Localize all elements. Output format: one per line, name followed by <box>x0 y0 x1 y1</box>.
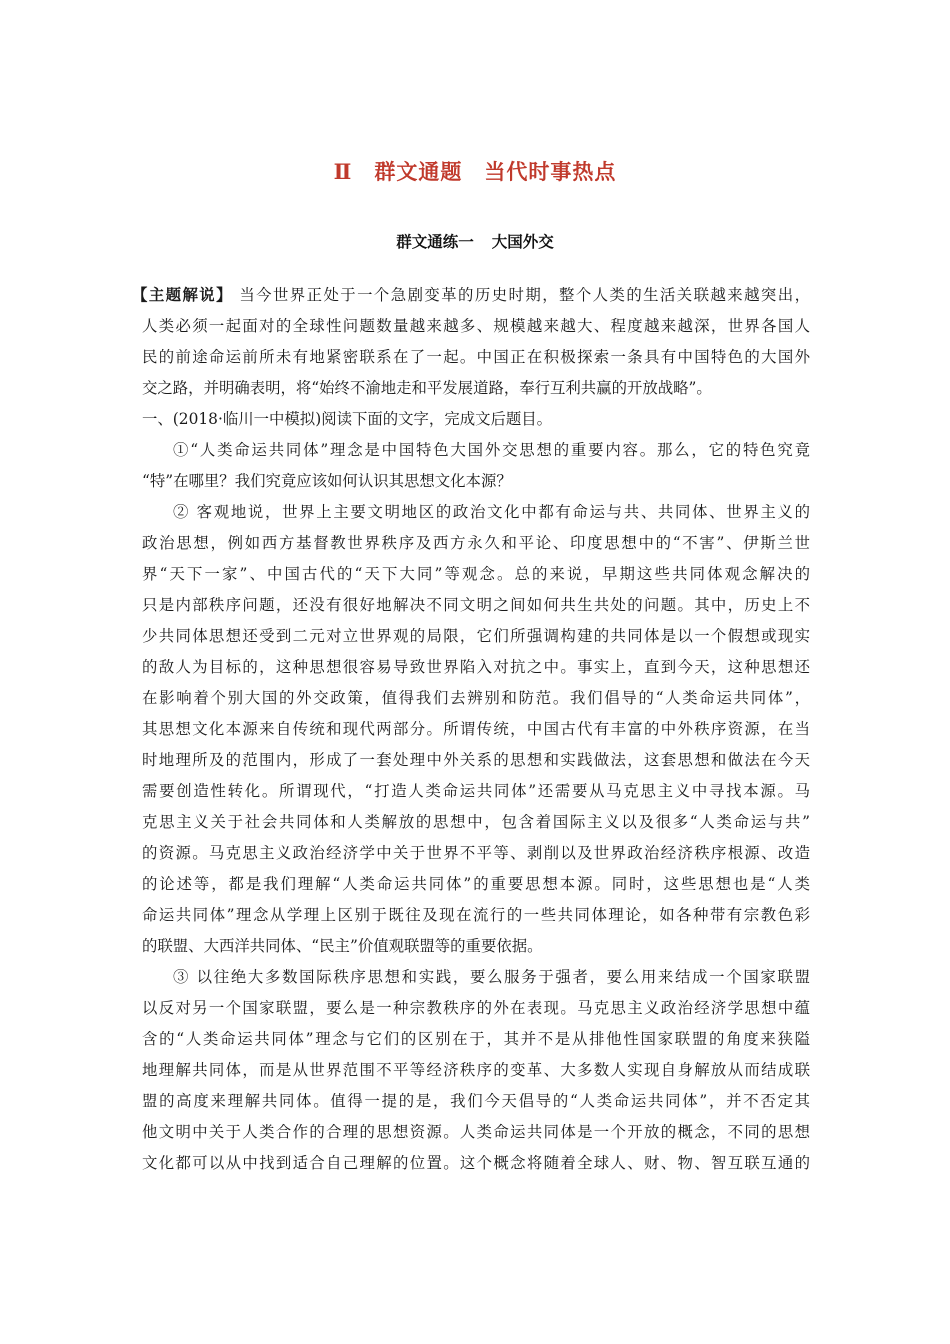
theme-label: 【主题解说】 <box>132 286 233 304</box>
sub-title-text2: 大国外交 <box>491 232 554 251</box>
paragraph-line: 克思主义关于社会共同体和人类解放的思想中，包含着国际主义以及很多“人类命运与共” <box>142 813 810 831</box>
paragraph-line: 少共同体思想还受到二元对立世界观的局限，它们所强调构建的共同体是以一个假想或现实 <box>142 627 810 645</box>
paragraph-line: 政治思想，例如西方基督教世界秩序及西方永久和平论、印度思想中的“不害”、伊斯兰世 <box>142 534 810 552</box>
main-title-part: Ⅱ <box>333 159 353 184</box>
paragraph-line: 盟的高度来理解共同体。值得一提的是，我们今天倡导的“人类命运共同体”，并不否定其 <box>142 1092 810 1110</box>
paragraph-line: 其思想文化本源来自传统和现代两部分。所谓传统，中国古代有丰富的中外秩序资源，在当 <box>142 720 810 738</box>
sub-title <box>0 230 950 252</box>
theme-line: 人类必须一起面对的全球性问题数量越来越多、规模越来越大、程度越来越深，世界各国人 <box>142 317 810 335</box>
paragraph-line: 含的“人类命运共同体”理念与它们的区别在于，其并不是从排他性国家联盟的角度来狭隘 <box>142 1030 810 1048</box>
paragraph-line: 的资源。马克思主义政治经济学中关于世界不平等、剥削以及世界政治经济秩序根源、改造 <box>142 844 810 862</box>
sub-title-text1: 群文通练一 <box>396 232 474 251</box>
paragraph-line: 只是内部秩序问题，还没有很好地解决不同文明之间如何共生共处的问题。其中，历史上不 <box>142 596 810 614</box>
paragraph-line: 的联盟、大西洋共同体、“民主”价值观联盟等的重要依据。 <box>142 937 543 955</box>
paragraph-line: ② 客观地说，世界上主要文明地区的政治文化中都有命运与共、共同体、世界主义的 <box>173 503 810 521</box>
paragraph-line: 文化都可以从中找到适合自己理解的位置。这个概念将随着全球人、财、物、智互联互通的 <box>142 1154 810 1172</box>
paragraph-line: 地理解共同体，而是从世界范围不平等经济秩序的变革、大多数人实现自身解放从而结成联 <box>142 1061 810 1079</box>
paragraph-line: 时地理所及的范围内，形成了一套处理中外关系的思想和实践做法，这套思想和做法在今天 <box>142 751 810 769</box>
paragraph-line: ③ 以往绝大多数国际秩序思想和实践，要么服务于强者，要么用来结成一个国家联盟 <box>173 968 810 986</box>
question-heading: 一、(2018·临川一中模拟)阅读下面的文字，完成文后题目。 <box>142 410 553 428</box>
paragraph-line: 需要创造性转化。所谓现代，“打造人类命运共同体”还需要从马克思主义中寻找本源。马 <box>142 782 810 800</box>
paragraph-line: ①“人类命运共同体”理念是中国特色大国外交思想的重要内容。那么，它的特色究竟 <box>173 441 810 459</box>
paragraph-line: 他文明中关于人类合作的合理的思想资源。人类命运共同体是一个开放的概念，不同的思想 <box>142 1123 810 1141</box>
theme-line: 民的前途命运前所未有地紧密联系在了一起。中国正在积极探索一条具有中国特色的大国外 <box>142 348 810 366</box>
paragraph-line: 命运共同体”理念从学理上区别于既往及现在流行的一些共同体理论，如各种带有宗教色彩 <box>142 906 810 924</box>
paragraph-line: 以反对另一个国家联盟，要么是一种宗教秩序的外在表现。马克思主义政治经济学思想中蕴 <box>142 999 810 1017</box>
paragraph-line: 在影响着个别大国的外交政策，值得我们去辨别和防范。我们倡导的“人类命运共同体”， <box>142 689 810 707</box>
paragraph-line: “特”在哪里？我们究竟应该如何认识其思想文化本源？ <box>142 472 512 490</box>
paragraph-line: 的敌人为目标的，这种思想很容易导致世界陷入对抗之中。事实上，直到今天，这种思想还 <box>142 658 810 676</box>
main-title-text1: 群文通题 <box>374 159 463 184</box>
paragraph-line: 界“天下一家”、中国古代的“天下大同”等观念。总的来说，早期这些共同体观念解决的 <box>142 565 810 583</box>
theme-line: 【主题解说】 当今世界正处于一个急剧变革的历史时期，整个人类的生活关联越来越突出， <box>132 286 810 304</box>
document-body <box>132 280 810 1179</box>
paragraph-line: 的论述等，都是我们理解“人类命运共同体”的重要思想本源。同时，这些思想也是“人类 <box>142 875 810 893</box>
theme-line: 交之路，并明确表明，将“始终不渝地走和平发展道路，奉行互利共赢的开放战略”。 <box>142 379 712 397</box>
main-title <box>0 156 950 186</box>
main-title-text2: 当代时事热点 <box>484 159 617 184</box>
